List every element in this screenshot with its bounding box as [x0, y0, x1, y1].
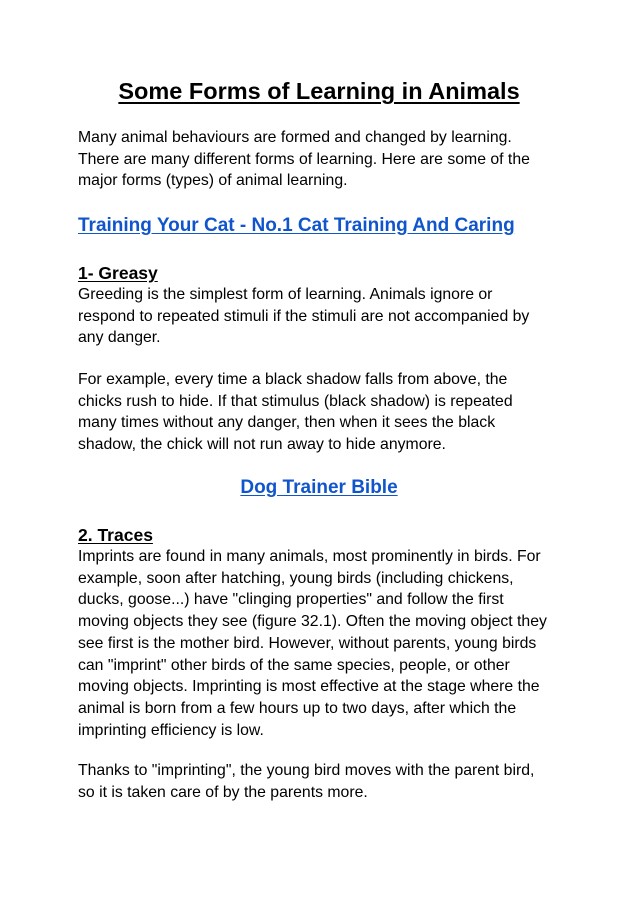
paragraph-line: example, soon after hatching, young birds (including chickens,	[78, 569, 514, 587]
paragraph-line: animal is born from a few hours up to two days, after which the	[78, 699, 517, 717]
paragraph-line: moving objects they see (figure 32.1). Often the moving object they	[78, 613, 547, 631]
paragraph-line: so it is taken care of by the parents more.	[78, 783, 368, 801]
dog-trainer-link[interactable]: Dog Trainer Bible	[240, 477, 398, 498]
cat-training-link[interactable]: Training Your Cat - No.1 Cat Training And Caring	[78, 215, 515, 236]
intro-line: Many animal behaviours are formed and changed by learning.	[78, 129, 512, 146]
paragraph-line: respond to repeated stimuli if the stimuli are not accompanied by	[78, 307, 530, 325]
paragraph-line: ducks, goose...) have "clinging properties" and follow the first	[78, 591, 504, 609]
section-1-paragraph-1	[78, 284, 578, 349]
paragraph-line: can "imprint" other birds of the same species, people, or other	[78, 656, 510, 674]
paragraph-line: moving objects. Imprinting is most effective at the stage where the	[78, 678, 540, 696]
intro-line: major forms (types) of animal learning.	[78, 172, 348, 190]
paragraph-line: shadow, the chick will not run away to hide anymore.	[78, 436, 446, 454]
paragraph-line: many times without any danger, then when it sees the black	[78, 414, 496, 432]
paragraph-line: see first is the mother bird. However, without parents, young birds	[78, 634, 537, 652]
page-title: Some Forms of Learning in Animals	[118, 78, 520, 104]
section-2-paragraph-1	[78, 546, 578, 741]
section-2-paragraph-2	[78, 760, 578, 803]
paragraph-line: Thanks to "imprinting", the young bird moves with the parent bird,	[78, 762, 535, 779]
section-1-heading: 1- Greasy	[78, 263, 158, 283]
section-2-heading: 2. Traces	[78, 525, 153, 545]
paragraph-line: imprinting efficiency is low.	[78, 721, 264, 739]
section-1-paragraph-2	[78, 369, 578, 456]
paragraph-line: For example, every time a black shadow falls from above, the	[78, 371, 508, 388]
paragraph-line: chicks rush to hide. If that stimulus (black shadow) is repeated	[78, 392, 513, 410]
paragraph-line: Greeding is the simplest form of learning. Animals ignore or	[78, 286, 493, 303]
paragraph-line: any danger.	[78, 329, 161, 347]
intro-paragraph	[78, 127, 578, 192]
intro-line: There are many different forms of learning. Here are some of the	[78, 150, 530, 168]
paragraph-line: Imprints are found in many animals, most prominently in birds. For	[78, 548, 541, 565]
